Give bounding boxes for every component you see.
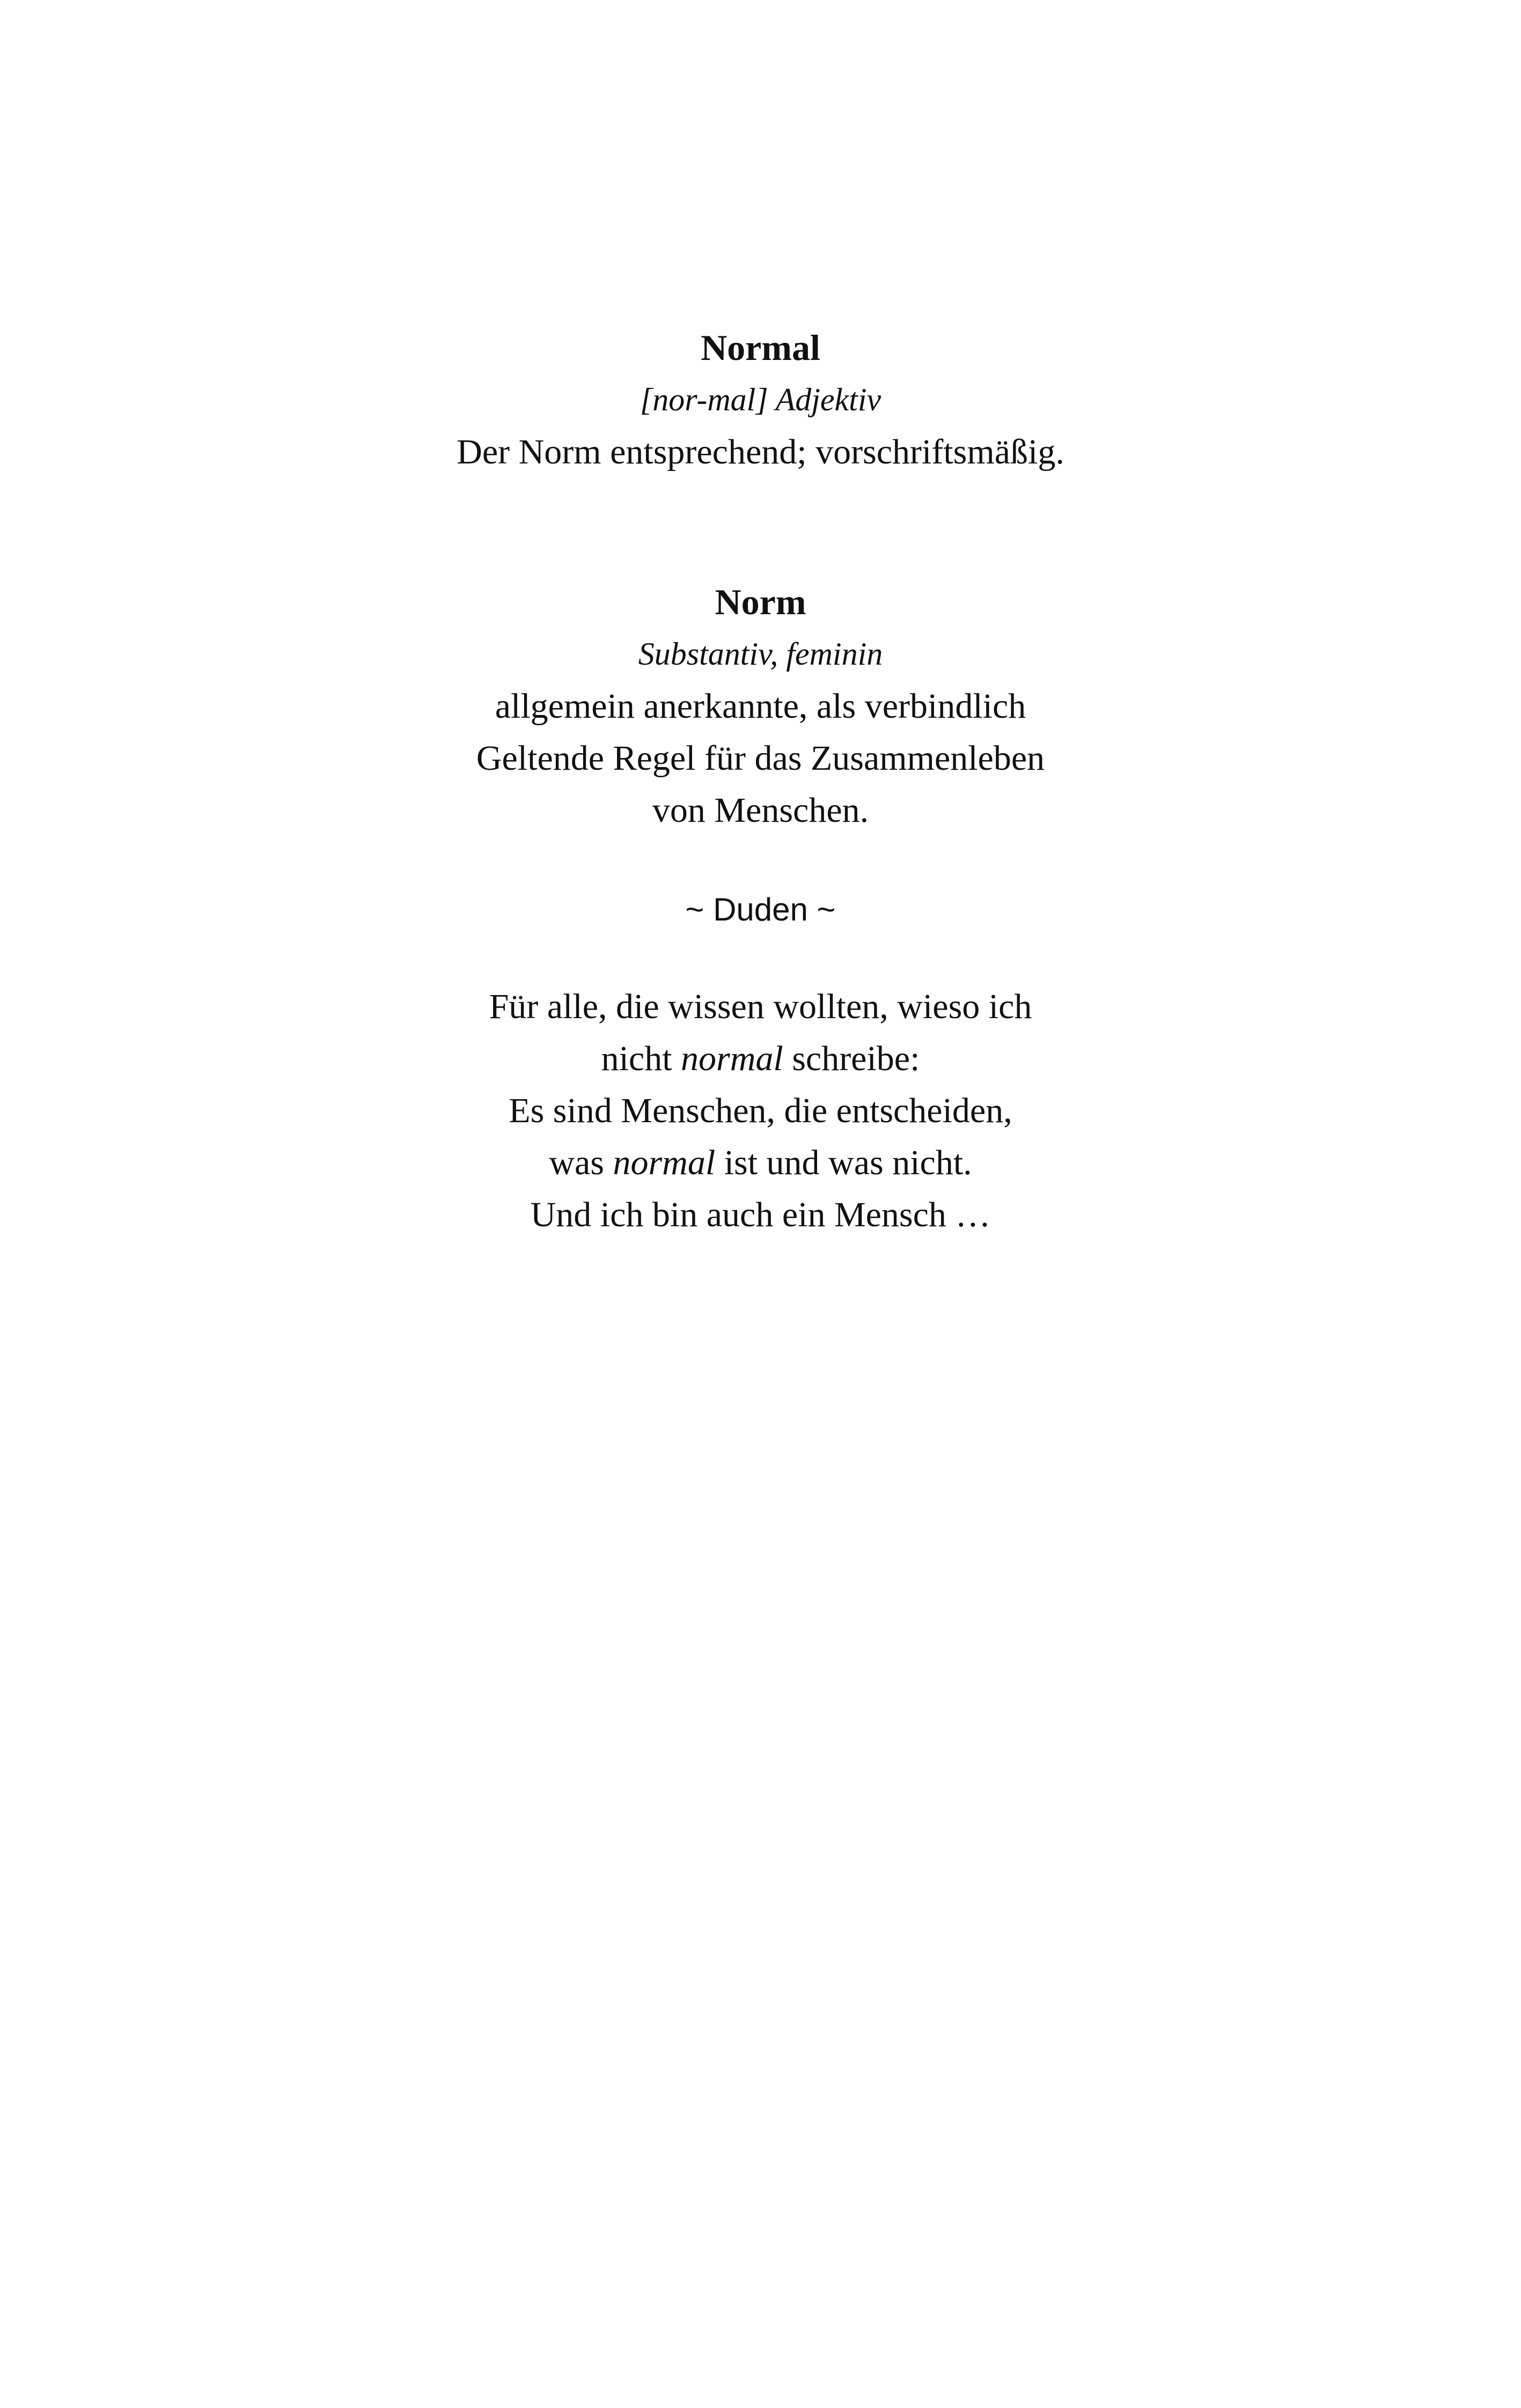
entry-grammar: [nor-mal] Adjektiv	[640, 382, 881, 417]
entry-grammar: Substantiv, feminin	[638, 636, 883, 672]
dedication-line: Für alle, die wissen wollten, wieso ich	[489, 987, 1032, 1026]
entry-definition-line: Der Norm entsprechend; vorschriftsmäßig.	[457, 432, 1064, 472]
emphasized-word: normal	[681, 1039, 783, 1078]
dictionary-entry-normal	[0, 322, 1521, 478]
source-attribution	[0, 883, 1521, 936]
dedication-text-part: ist und was nicht.	[715, 1143, 972, 1182]
dedication-text-part: schreibe:	[783, 1039, 920, 1078]
dedication-line	[0, 1033, 1521, 1085]
entry-headword: Norm	[715, 581, 806, 622]
dedication-text	[0, 981, 1521, 1241]
dictionary-entry-norm	[0, 576, 1521, 836]
dedication-text-part: nicht	[601, 1039, 681, 1078]
entry-definition-line: von Menschen.	[652, 791, 869, 830]
dedication-line	[0, 1137, 1521, 1189]
source-text: ~ Duden ~	[685, 892, 836, 927]
entry-definition-line: allgemein anerkannte, als verbindlich	[495, 687, 1026, 726]
emphasized-word: normal	[613, 1143, 716, 1182]
entry-headword: Normal	[701, 327, 820, 368]
dedication-text-part: was	[549, 1143, 613, 1182]
dedication-line: Und ich bin auch ein Mensch …	[530, 1195, 991, 1234]
entry-definition-line: Geltende Regel für das Zusammenleben	[476, 739, 1045, 778]
dedication-line: Es sind Menschen, die entscheiden,	[509, 1091, 1012, 1130]
